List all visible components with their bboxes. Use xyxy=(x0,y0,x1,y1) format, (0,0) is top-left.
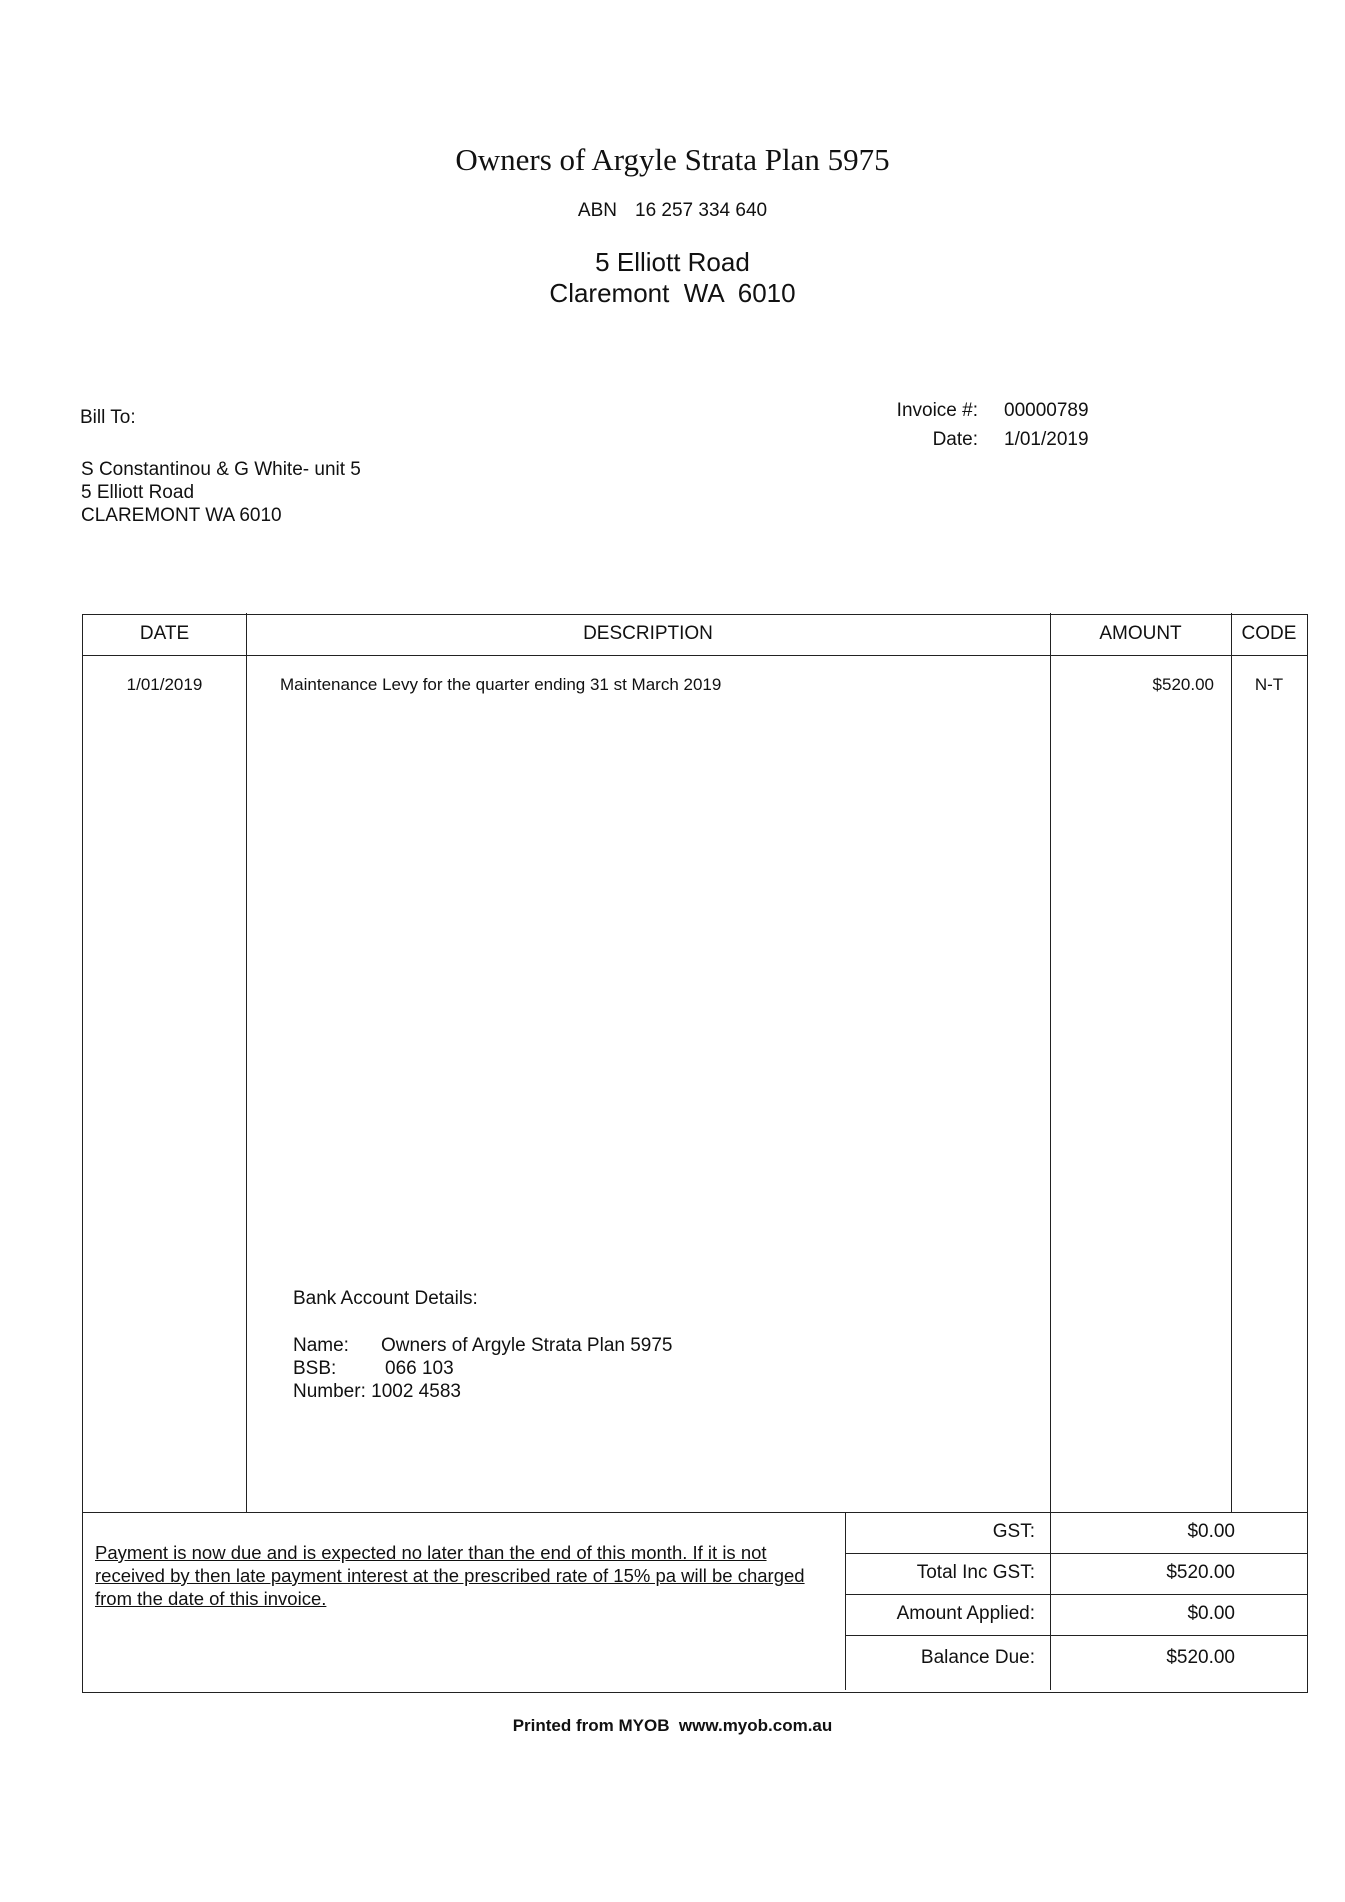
amount-applied-value: $0.00 xyxy=(1187,1603,1235,1624)
payment-terms: Payment is now due and is expected no later than the end of this month. If it is not received by then late payment interest at the prescribed rate of 15% pa will be charged from the date of this invoice. xyxy=(95,1542,805,1609)
bill-to-street: 5 Elliott Road xyxy=(81,482,195,503)
bank-number-line xyxy=(293,1380,673,1403)
divider xyxy=(1231,613,1232,1512)
balance-due-label: Balance Due: xyxy=(920,1647,1035,1668)
divider xyxy=(845,1635,1307,1636)
row-amount: $520.00 xyxy=(1152,675,1214,694)
gst-label: GST: xyxy=(992,1521,1035,1542)
column-header-amount: AMOUNT xyxy=(1099,623,1182,644)
invoice-date-value: 1/01/2019 xyxy=(1004,429,1089,450)
abn-value: 16 257 334 640 xyxy=(635,200,768,221)
total-inc-gst-value: $520.00 xyxy=(1166,1562,1235,1583)
row-date: 1/01/2019 xyxy=(126,675,203,694)
divider xyxy=(845,1553,1307,1554)
row-code: N-T xyxy=(1254,675,1284,694)
bill-to-name: S Constantinou & G White- unit 5 xyxy=(81,459,361,480)
bank-heading: Bank Account Details: xyxy=(293,1288,478,1309)
abn-line xyxy=(0,200,1345,222)
column-header-description: DESCRIPTION xyxy=(583,623,713,644)
address-line-1: 5 Elliott Road xyxy=(595,247,750,277)
bank-number-label: Number: xyxy=(293,1381,366,1402)
organization-name: Owners of Argyle Strata Plan 5975 xyxy=(455,142,890,177)
address-line-2: Claremont WA 6010 xyxy=(549,278,796,308)
divider xyxy=(845,1594,1307,1595)
column-header-date: DATE xyxy=(139,623,190,644)
invoice-number-label: Invoice #: xyxy=(896,400,978,421)
divider xyxy=(83,655,1307,656)
invoice-table xyxy=(82,614,1308,1693)
row-description: Maintenance Levy for the quarter ending 31 st March 2019 xyxy=(280,675,722,694)
balance-due-value: $520.00 xyxy=(1166,1647,1235,1668)
bank-bsb-line xyxy=(293,1357,673,1380)
divider xyxy=(1050,613,1051,1512)
abn-label: ABN xyxy=(577,200,617,221)
bill-to-label: Bill To: xyxy=(80,407,136,428)
bank-bsb-value: 066 103 xyxy=(385,1358,454,1379)
bank-name-line xyxy=(293,1334,673,1357)
gst-value: $0.00 xyxy=(1187,1521,1235,1542)
bank-number-value: 1002 4583 xyxy=(371,1381,461,1402)
column-header-code: CODE xyxy=(1241,623,1297,644)
divider xyxy=(83,1512,1307,1513)
amount-applied-label: Amount Applied: xyxy=(896,1603,1035,1624)
bank-account-details xyxy=(293,1287,673,1403)
bill-to-city: CLAREMONT WA 6010 xyxy=(81,505,282,526)
bank-name-label: Name: xyxy=(293,1335,349,1356)
invoice-date-label: Date: xyxy=(932,429,978,450)
bank-bsb-label: BSB: xyxy=(293,1358,337,1379)
invoice-number-value: 00000789 xyxy=(1004,400,1089,421)
divider xyxy=(246,613,247,1512)
bank-name-value: Owners of Argyle Strata Plan 5975 xyxy=(381,1335,673,1356)
bill-to-address xyxy=(81,458,361,527)
organization-address xyxy=(0,247,1345,309)
footer: Printed from MYOB www.myob.com.au xyxy=(512,1716,833,1735)
total-inc-gst-label: Total Inc GST: xyxy=(916,1562,1035,1583)
